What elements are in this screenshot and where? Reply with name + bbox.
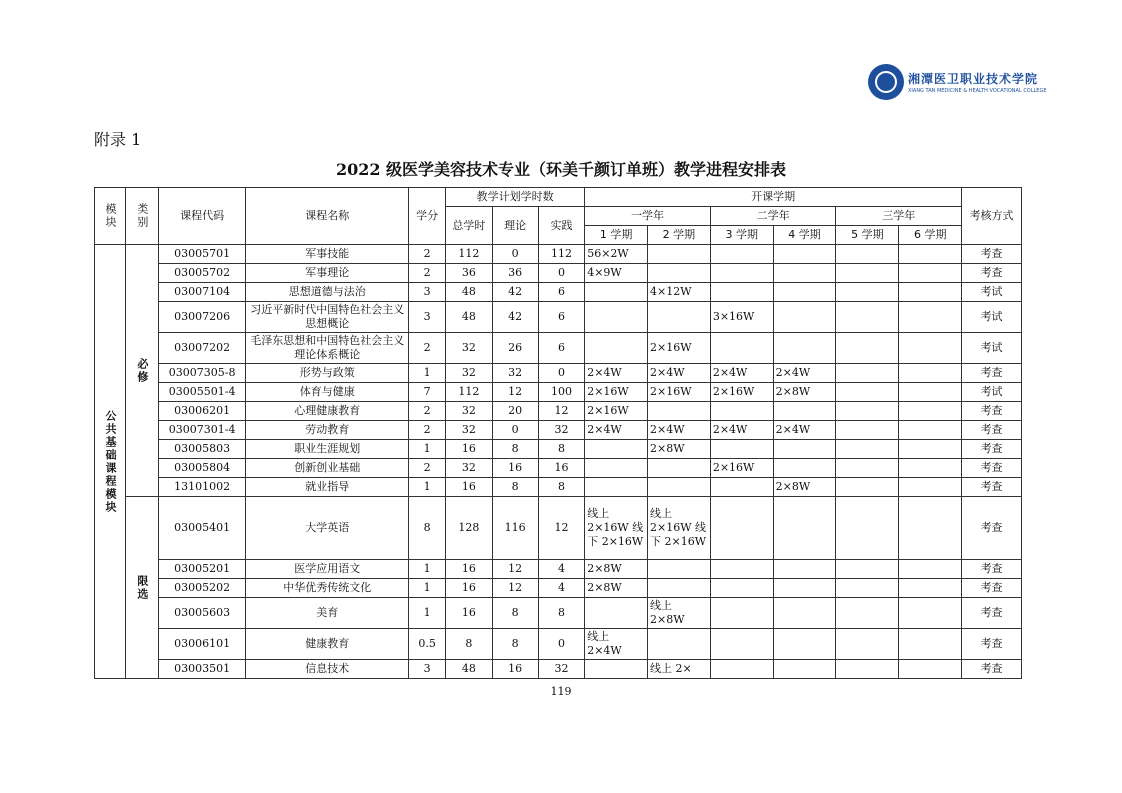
course-code-cell: 03007301-4 (158, 421, 246, 440)
credit-cell: 2 (409, 402, 446, 421)
semester-6-cell (899, 579, 962, 598)
semester-1-cell (585, 440, 648, 459)
semester-3-cell (710, 245, 773, 264)
practice-hours-cell: 6 (538, 302, 584, 333)
theory-hours-cell: 12 (492, 560, 538, 579)
exam-method-cell: 考查 (962, 560, 1022, 579)
course-name-cell: 军事理论 (246, 264, 409, 283)
semester-3-cell (710, 629, 773, 660)
page-number: 119 (550, 685, 572, 698)
credit-cell: 3 (409, 283, 446, 302)
table-row (95, 440, 1022, 459)
semester-3-cell (710, 283, 773, 302)
semester-2-cell (648, 402, 711, 421)
semester-1-cell (585, 333, 648, 364)
practice-hours-cell: 8 (538, 598, 584, 629)
semester-1-cell: 2×4W (585, 364, 648, 383)
semester-4-cell (773, 629, 836, 660)
total-hours-cell: 32 (446, 402, 492, 421)
practice-hours-cell: 0 (538, 629, 584, 660)
course-name-cell: 医学应用语文 (246, 560, 409, 579)
semester-3-cell (710, 478, 773, 497)
theory-hours-cell: 42 (492, 302, 538, 333)
total-hours-cell: 32 (446, 333, 492, 364)
semester-3-cell: 2×4W (710, 421, 773, 440)
table-row (95, 629, 1022, 660)
semester-5-cell (836, 560, 899, 579)
semester-2-cell: 2×16W (648, 383, 711, 402)
theory-hours-cell: 8 (492, 440, 538, 459)
theory-hours-cell: 8 (492, 478, 538, 497)
semester-3-cell (710, 560, 773, 579)
semester-3-cell (710, 579, 773, 598)
exam-method-cell: 考查 (962, 660, 1022, 679)
semester-1-cell (585, 660, 648, 679)
course-name-cell: 军事技能 (246, 245, 409, 264)
course-code-cell: 03005201 (158, 560, 246, 579)
course-name-cell: 毛泽东思想和中国特色社会主义理论体系概论 (246, 333, 409, 364)
header-semester-4: 4 学期 (773, 226, 836, 245)
semester-2-cell (648, 302, 711, 333)
credit-cell: 1 (409, 440, 446, 459)
semester-6-cell (899, 497, 962, 560)
header-semester-6: 6 学期 (899, 226, 962, 245)
exam-method-cell: 考查 (962, 579, 1022, 598)
semester-5-cell (836, 302, 899, 333)
semester-5-cell (836, 264, 899, 283)
table-row (95, 421, 1022, 440)
course-code-cell: 03005804 (158, 459, 246, 478)
semester-5-cell (836, 459, 899, 478)
semester-1-cell: 2×16W (585, 402, 648, 421)
credit-cell: 1 (409, 560, 446, 579)
semester-2-cell: 2×4W (648, 421, 711, 440)
semester-6-cell (899, 333, 962, 364)
table-row (95, 364, 1022, 383)
credit-cell: 1 (409, 598, 446, 629)
exam-method-cell: 考查 (962, 440, 1022, 459)
credit-cell: 1 (409, 478, 446, 497)
course-code-cell: 03007206 (158, 302, 246, 333)
course-name-cell: 心理健康教育 (246, 402, 409, 421)
semester-3-cell (710, 402, 773, 421)
semester-6-cell (899, 459, 962, 478)
exam-method-cell: 考查 (962, 364, 1022, 383)
table-row (95, 264, 1022, 283)
credit-cell: 2 (409, 245, 446, 264)
college-emblem-icon (868, 64, 904, 100)
practice-hours-cell: 4 (538, 579, 584, 598)
semester-4-cell: 2×8W (773, 478, 836, 497)
header-year2: 二学年 (710, 207, 836, 226)
practice-hours-cell: 32 (538, 660, 584, 679)
semester-6-cell (899, 402, 962, 421)
total-hours-cell: 48 (446, 660, 492, 679)
practice-hours-cell: 100 (538, 383, 584, 402)
semester-6-cell (899, 283, 962, 302)
semester-3-cell (710, 660, 773, 679)
course-code-cell: 03005501-4 (158, 383, 246, 402)
exam-method-cell: 考查 (962, 629, 1022, 660)
practice-hours-cell: 8 (538, 478, 584, 497)
semester-2-cell (648, 245, 711, 264)
total-hours-cell: 112 (446, 245, 492, 264)
semester-5-cell (836, 283, 899, 302)
table-row (95, 245, 1022, 264)
semester-4-cell (773, 440, 836, 459)
semester-6-cell (899, 660, 962, 679)
theory-hours-cell: 16 (492, 660, 538, 679)
practice-hours-cell: 16 (538, 459, 584, 478)
total-hours-cell: 32 (446, 459, 492, 478)
semester-1-cell: 线上 2×4W (585, 629, 648, 660)
semester-5-cell (836, 440, 899, 459)
practice-hours-cell: 12 (538, 497, 584, 560)
course-name-cell: 中华优秀传统文化 (246, 579, 409, 598)
semester-2-cell: 线上 2×8W (648, 598, 711, 629)
theory-hours-cell: 8 (492, 598, 538, 629)
semester-4-cell (773, 579, 836, 598)
course-code-cell: 03005202 (158, 579, 246, 598)
total-hours-cell: 32 (446, 421, 492, 440)
exam-method-cell: 考查 (962, 478, 1022, 497)
semester-6-cell (899, 440, 962, 459)
table-row (95, 478, 1022, 497)
semester-4-cell (773, 333, 836, 364)
exam-method-cell: 考查 (962, 264, 1022, 283)
semester-1-cell (585, 459, 648, 478)
college-name: 湘潭医卫职业技术学院 (908, 72, 1039, 86)
college-logo (868, 64, 1047, 104)
theory-hours-cell: 116 (492, 497, 538, 560)
theory-hours-cell: 16 (492, 459, 538, 478)
semester-1-cell: 4×9W (585, 264, 648, 283)
header-semesters: 开课学期 (585, 188, 962, 207)
course-code-cell: 03007202 (158, 333, 246, 364)
semester-4-cell: 2×8W (773, 383, 836, 402)
practice-hours-cell: 0 (538, 264, 584, 283)
semester-3-cell (710, 598, 773, 629)
exam-method-cell: 考查 (962, 421, 1022, 440)
total-hours-cell: 32 (446, 364, 492, 383)
semester-4-cell (773, 302, 836, 333)
theory-hours-cell: 26 (492, 333, 538, 364)
semester-6-cell (899, 598, 962, 629)
exam-method-cell: 考查 (962, 497, 1022, 560)
theory-hours-cell: 42 (492, 283, 538, 302)
course-name-cell: 美育 (246, 598, 409, 629)
practice-hours-cell: 0 (538, 364, 584, 383)
header-hours: 教学计划学时数 (446, 188, 585, 207)
semester-4-cell (773, 283, 836, 302)
course-name-cell: 形势与政策 (246, 364, 409, 383)
module-label: 公共基础课程模块 (103, 409, 117, 514)
credit-cell: 8 (409, 497, 446, 560)
semester-1-cell: 56×2W (585, 245, 648, 264)
header-total: 总学时 (446, 207, 492, 245)
semester-2-cell: 2×16W (648, 333, 711, 364)
table-row (95, 560, 1022, 579)
table-row (95, 497, 1022, 560)
theory-hours-cell: 12 (492, 579, 538, 598)
practice-hours-cell: 32 (538, 421, 584, 440)
header-semester-3: 3 学期 (710, 226, 773, 245)
semester-1-cell: 2×16W (585, 383, 648, 402)
course-code-cell: 03006201 (158, 402, 246, 421)
semester-1-cell (585, 302, 648, 333)
total-hours-cell: 36 (446, 264, 492, 283)
header-theory: 理论 (492, 207, 538, 245)
table-row (95, 283, 1022, 302)
semester-2-cell (648, 478, 711, 497)
course-code-cell: 03003501 (158, 660, 246, 679)
semester-5-cell (836, 579, 899, 598)
semester-6-cell (899, 383, 962, 402)
table-body (95, 245, 1022, 679)
semester-2-cell (648, 629, 711, 660)
exam-method-cell: 考查 (962, 598, 1022, 629)
theory-hours-cell: 20 (492, 402, 538, 421)
credit-cell: 3 (409, 660, 446, 679)
type-label-required: 必修 (135, 357, 149, 384)
semester-4-cell (773, 660, 836, 679)
semester-1-cell (585, 283, 648, 302)
course-code-cell: 03005401 (158, 497, 246, 560)
table-row (95, 660, 1022, 679)
table-row (95, 598, 1022, 629)
semester-2-cell (648, 264, 711, 283)
semester-3-cell (710, 333, 773, 364)
semester-1-cell: 2×8W (585, 560, 648, 579)
header-year3: 三学年 (836, 207, 962, 226)
semester-4-cell (773, 245, 836, 264)
practice-hours-cell: 6 (538, 333, 584, 364)
table-row (95, 383, 1022, 402)
type-cell-required (125, 245, 158, 497)
header-credit: 学分 (409, 188, 446, 245)
practice-hours-cell: 4 (538, 560, 584, 579)
semester-5-cell (836, 383, 899, 402)
table-row (95, 459, 1022, 478)
college-name-english: XIANG TAN MEDICINE & HEALTH VOCATIONAL COLLEGE (908, 88, 1047, 94)
exam-method-cell: 考试 (962, 283, 1022, 302)
course-name-cell: 创新创业基础 (246, 459, 409, 478)
theory-hours-cell: 36 (492, 264, 538, 283)
course-code-cell: 03007305-8 (158, 364, 246, 383)
header-code: 课程代码 (158, 188, 246, 245)
semester-2-cell: 2×8W (648, 440, 711, 459)
semester-2-cell (648, 560, 711, 579)
course-code-cell: 03005702 (158, 264, 246, 283)
semester-1-cell: 2×4W (585, 421, 648, 440)
page-title: 2022 级医学美容技术专业（环美千颜订单班）教学进程安排表 (335, 160, 787, 179)
semester-3-cell: 3×16W (710, 302, 773, 333)
header-practice: 实践 (538, 207, 584, 245)
course-code-cell: 13101002 (158, 478, 246, 497)
exam-method-cell: 考试 (962, 333, 1022, 364)
table-row (95, 579, 1022, 598)
semester-4-cell: 2×4W (773, 364, 836, 383)
total-hours-cell: 128 (446, 497, 492, 560)
total-hours-cell: 48 (446, 283, 492, 302)
header-semester-1: 1 学期 (585, 226, 648, 245)
total-hours-cell: 16 (446, 598, 492, 629)
total-hours-cell: 16 (446, 579, 492, 598)
total-hours-cell: 8 (446, 629, 492, 660)
exam-method-cell: 考试 (962, 302, 1022, 333)
semester-1-cell (585, 478, 648, 497)
semester-4-cell (773, 459, 836, 478)
total-hours-cell: 16 (446, 440, 492, 459)
credit-cell: 2 (409, 459, 446, 478)
credit-cell: 2 (409, 421, 446, 440)
semester-2-cell: 线上 2×16W 线下 2×16W (648, 497, 711, 560)
credit-cell: 1 (409, 364, 446, 383)
practice-hours-cell: 8 (538, 440, 584, 459)
semester-6-cell (899, 245, 962, 264)
theory-hours-cell: 32 (492, 364, 538, 383)
credit-cell: 7 (409, 383, 446, 402)
total-hours-cell: 16 (446, 478, 492, 497)
semester-4-cell (773, 402, 836, 421)
header-module: 模块 (95, 188, 126, 245)
course-name-cell: 职业生涯规划 (246, 440, 409, 459)
course-name-cell: 劳动教育 (246, 421, 409, 440)
semester-6-cell (899, 302, 962, 333)
exam-method-cell: 考查 (962, 459, 1022, 478)
total-hours-cell: 16 (446, 560, 492, 579)
course-code-cell: 03006101 (158, 629, 246, 660)
course-code-cell: 03005803 (158, 440, 246, 459)
course-name-cell: 思想道德与法治 (246, 283, 409, 302)
semester-5-cell (836, 598, 899, 629)
semester-6-cell (899, 264, 962, 283)
semester-2-cell: 线上 2× (648, 660, 711, 679)
semester-4-cell (773, 264, 836, 283)
course-name-cell: 大学英语 (246, 497, 409, 560)
credit-cell: 2 (409, 264, 446, 283)
semester-3-cell: 2×4W (710, 364, 773, 383)
semester-4-cell (773, 598, 836, 629)
theory-hours-cell: 0 (492, 245, 538, 264)
exam-method-cell: 考试 (962, 383, 1022, 402)
table-header (95, 188, 1022, 245)
course-code-cell: 03007104 (158, 283, 246, 302)
semester-5-cell (836, 333, 899, 364)
module-cell (95, 245, 126, 679)
semester-2-cell (648, 579, 711, 598)
semester-3-cell: 2×16W (710, 383, 773, 402)
course-name-cell: 体育与健康 (246, 383, 409, 402)
semester-2-cell: 4×12W (648, 283, 711, 302)
course-name-cell: 就业指导 (246, 478, 409, 497)
exam-method-cell: 考查 (962, 245, 1022, 264)
header-exam: 考核方式 (962, 188, 1022, 245)
semester-5-cell (836, 497, 899, 560)
semester-4-cell: 2×4W (773, 421, 836, 440)
type-label-limited: 限选 (135, 574, 149, 601)
table-row (95, 402, 1022, 421)
semester-5-cell (836, 421, 899, 440)
semester-3-cell (710, 264, 773, 283)
semester-3-cell (710, 497, 773, 560)
course-name-cell: 健康教育 (246, 629, 409, 660)
credit-cell: 3 (409, 302, 446, 333)
table-row (95, 302, 1022, 333)
semester-4-cell (773, 497, 836, 560)
semester-6-cell (899, 629, 962, 660)
credit-cell: 1 (409, 579, 446, 598)
header-name: 课程名称 (246, 188, 409, 245)
semester-5-cell (836, 402, 899, 421)
course-code-cell: 03005701 (158, 245, 246, 264)
course-name-cell: 习近平新时代中国特色社会主义思想概论 (246, 302, 409, 333)
semester-6-cell (899, 560, 962, 579)
practice-hours-cell: 6 (538, 283, 584, 302)
header-year1: 一学年 (585, 207, 711, 226)
semester-1-cell (585, 598, 648, 629)
semester-3-cell: 2×16W (710, 459, 773, 478)
semester-6-cell (899, 364, 962, 383)
credit-cell: 2 (409, 333, 446, 364)
theory-hours-cell: 8 (492, 629, 538, 660)
semester-5-cell (836, 245, 899, 264)
total-hours-cell: 112 (446, 383, 492, 402)
course-code-cell: 03005603 (158, 598, 246, 629)
type-cell-limited (125, 497, 158, 679)
semester-2-cell: 2×4W (648, 364, 711, 383)
exam-method-cell: 考查 (962, 402, 1022, 421)
semester-4-cell (773, 560, 836, 579)
header-type: 类别 (125, 188, 158, 245)
course-name-cell: 信息技术 (246, 660, 409, 679)
semester-3-cell (710, 440, 773, 459)
theory-hours-cell: 0 (492, 421, 538, 440)
semester-5-cell (836, 364, 899, 383)
header-semester-5: 5 学期 (836, 226, 899, 245)
total-hours-cell: 48 (446, 302, 492, 333)
credit-cell: 0.5 (409, 629, 446, 660)
semester-1-cell: 2×8W (585, 579, 648, 598)
table-row (95, 333, 1022, 364)
semester-6-cell (899, 478, 962, 497)
semester-6-cell (899, 421, 962, 440)
semester-5-cell (836, 629, 899, 660)
semester-1-cell: 线上 2×16W 线下 2×16W (585, 497, 648, 560)
semester-5-cell (836, 660, 899, 679)
schedule-table (94, 187, 1022, 679)
header-semester-2: 2 学期 (648, 226, 711, 245)
appendix-label: 附录 1 (94, 130, 142, 149)
semester-5-cell (836, 478, 899, 497)
practice-hours-cell: 112 (538, 245, 584, 264)
practice-hours-cell: 12 (538, 402, 584, 421)
theory-hours-cell: 12 (492, 383, 538, 402)
semester-2-cell (648, 459, 711, 478)
